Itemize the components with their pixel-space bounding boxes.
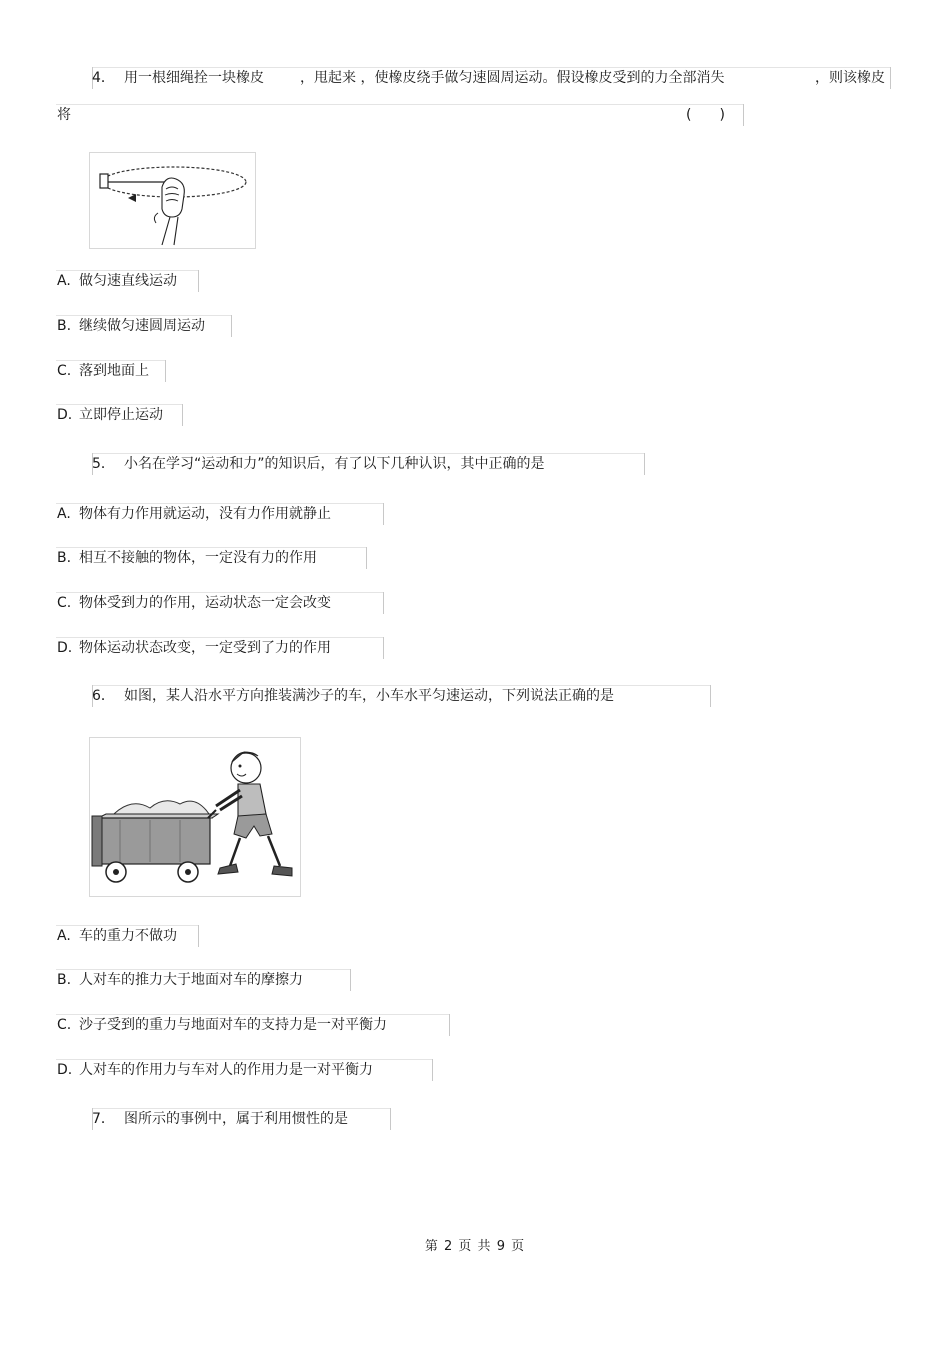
q4-option-a[interactable] (57, 271, 177, 291)
question-number: 4． (92, 70, 115, 86)
option-key: B. (57, 550, 72, 566)
option-key: B. (57, 318, 72, 334)
question-number: 7． (92, 1111, 115, 1127)
option-text: 车的重力不做功 (79, 928, 177, 944)
option-text: 物体运动状态改变，一定受到了力的作用 (79, 640, 331, 656)
option-key: B. (57, 972, 72, 988)
option-key: D. (57, 1062, 73, 1078)
option-key: C. (57, 363, 72, 379)
q4-option-d[interactable] (57, 405, 163, 425)
q5-option-b[interactable] (57, 548, 317, 568)
q5-option-d[interactable] (57, 638, 331, 658)
q4-figure-swinging-rubber (89, 152, 256, 249)
q4-stem-part2: ，甩起来 ，使橡皮绕手做匀速圆周运动。假设橡皮受到的力全部消失 (300, 70, 725, 86)
option-text: 继续做匀速圆周运动 (79, 318, 205, 334)
q4-stem-part1: 用一根细绳拴一块橡皮 (124, 70, 264, 86)
q6-option-c[interactable] (57, 1015, 387, 1035)
option-key: A. (57, 506, 71, 522)
answer-blank: ( ) (686, 107, 725, 123)
hand-swinging-rubber-illustration (90, 153, 255, 248)
option-text: 做匀速直线运动 (79, 273, 177, 289)
option-text: 立即停止运动 (79, 407, 163, 423)
page-footer: 第 2 页 共 9 页 (424, 1239, 526, 1254)
option-text: 人对车的推力大于地面对车的摩擦力 (79, 972, 303, 988)
q4-stem-part3: ，则该橡皮 (815, 70, 885, 86)
option-text: 相互不接触的物体，一定没有力的作用 (79, 550, 317, 566)
q5-stem-text: 小名在学习“运动和力”的知识后，有了以下几种认识，其中正确的是 (124, 456, 545, 472)
option-key: C. (57, 595, 72, 611)
option-key: C. (57, 1017, 72, 1033)
option-text: 沙子受到的重力与地面对车的支持力是一对平衡力 (79, 1017, 387, 1033)
q4-stem-line2: 将 (57, 107, 71, 123)
question-number: 6． (92, 688, 115, 704)
option-text: 落到地面上 (79, 363, 149, 379)
question-number: 5． (92, 456, 115, 472)
option-text: 人对车的作用力与车对人的作用力是一对平衡力 (79, 1062, 373, 1078)
q6-option-a[interactable] (57, 926, 177, 946)
q4-option-b[interactable] (57, 316, 205, 336)
option-text: 物体受到力的作用，运动状态一定会改变 (79, 595, 331, 611)
q4-stem-line1 (92, 68, 264, 88)
option-key: A. (57, 928, 71, 944)
q5-option-a[interactable] (57, 504, 331, 524)
q6-option-d[interactable] (57, 1060, 373, 1080)
q6-stem (92, 686, 614, 706)
boy-pushing-sand-cart-illustration (90, 738, 300, 896)
q6-stem-text: 如图，某人沿水平方向推装满沙子的车，小车水平匀速运动，下列说法正确的是 (124, 688, 614, 704)
q5-stem (92, 454, 545, 474)
option-key: D. (57, 407, 73, 423)
q7-stem-text: 图所示的事例中，属于利用惯性的是 (124, 1111, 348, 1127)
q6-option-b[interactable] (57, 970, 303, 990)
option-key: A. (57, 273, 71, 289)
option-text: 物体有力作用就运动，没有力作用就静止 (79, 506, 331, 522)
q4-option-c[interactable] (57, 361, 149, 381)
q6-figure-boy-pushing-cart (89, 737, 301, 897)
option-key: D. (57, 640, 73, 656)
q5-option-c[interactable] (57, 593, 331, 613)
q7-stem (92, 1109, 348, 1129)
